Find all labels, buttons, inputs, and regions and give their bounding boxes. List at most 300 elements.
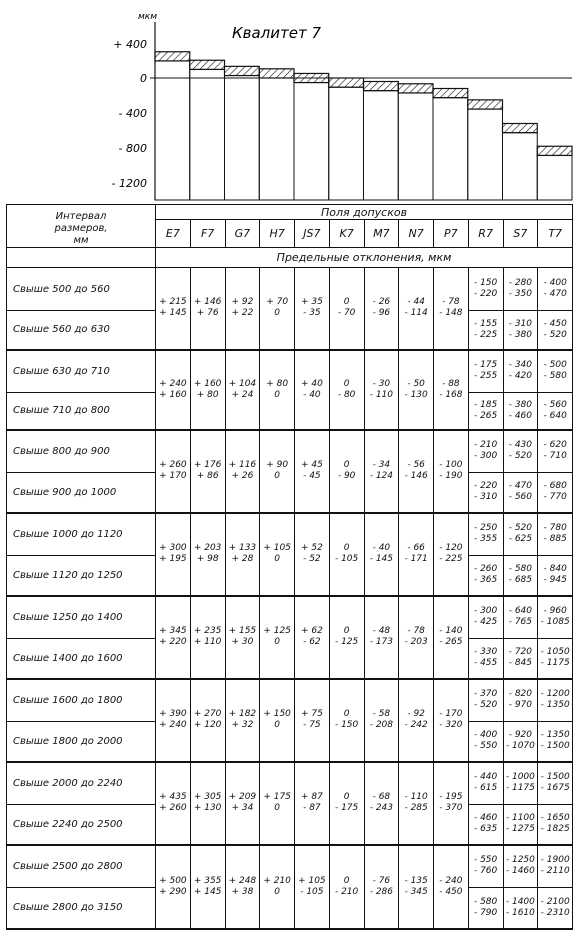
deviation-cell [295, 679, 330, 762]
deviation-value: + 300 [159, 543, 187, 553]
deviation-value: - 155 [473, 318, 498, 329]
deviation-cell [225, 513, 260, 596]
deviation-value: - 1350 [540, 700, 570, 711]
deviation-cell [225, 430, 260, 513]
deviation-value: - 760 [473, 866, 498, 877]
deviation-value: + 125 [263, 626, 291, 636]
deviation-value: - 470 [543, 289, 567, 299]
deviation-value: - 1200 [540, 689, 570, 700]
column-header-k7: K7 [329, 220, 364, 248]
deviation-value: 0 [343, 626, 350, 636]
deviation-value: - 185 [473, 399, 498, 410]
deviation-cell [295, 513, 330, 596]
deviation-cell [156, 350, 191, 430]
deviation-value: - 550 [473, 741, 498, 752]
deviation-cell [434, 350, 469, 430]
deviation-cell [225, 350, 260, 430]
deviation-cell [156, 679, 191, 762]
deviation-value: + 240 [159, 378, 187, 389]
deviation-cell [364, 430, 399, 513]
deviation-value: - 105 [300, 886, 324, 897]
deviation-value: - 66 [407, 543, 425, 553]
tolerance-bars [155, 52, 572, 200]
deviation-value: - 286 [369, 886, 394, 897]
tolerance-zone-p7 [433, 89, 468, 98]
deviation-value: - 310 [473, 492, 498, 503]
deviation-value: - 125 [334, 637, 359, 647]
deviation-cell [156, 596, 191, 679]
interval-cell: Свыше 1600 до 1800 [7, 679, 156, 722]
deviation-value: + 435 [159, 792, 187, 802]
deviation-value: - 790 [473, 907, 498, 918]
deviation-value: - 26 [372, 297, 391, 308]
deviation-value: + 155 [228, 626, 257, 636]
interval-cell: Свыше 2000 до 2240 [7, 762, 156, 805]
deviation-value: - 350 [508, 289, 533, 299]
tolerance-zone-n7 [398, 84, 433, 93]
deviation-cell [260, 268, 295, 350]
deviation-cell [538, 473, 573, 513]
deviation-value: + 76 [196, 308, 219, 319]
deviation-value: + 98 [196, 554, 219, 564]
deviation-value: + 215 [159, 297, 187, 308]
interval-cell: Свыше 1000 до 1120 [7, 513, 156, 556]
deviation-cell [468, 430, 503, 473]
deviation-value: + 195 [159, 554, 187, 564]
deviation-cell [295, 350, 330, 430]
deviation-cell [468, 350, 503, 393]
deviation-cell [538, 556, 573, 596]
deviation-value: - 960 [543, 606, 567, 617]
deviation-cell [503, 762, 538, 805]
interval-cell: Свыше 2240 до 2500 [7, 805, 156, 845]
deviation-cell [295, 268, 330, 350]
deviation-cell [190, 350, 225, 430]
deviation-cell [503, 473, 538, 513]
deviation-value: + 210 [263, 875, 291, 886]
deviation-value: - 370 [439, 803, 463, 813]
deviation-cell [468, 393, 503, 430]
deviation-value: - 1650 [540, 813, 570, 824]
bar-column [190, 69, 225, 200]
deviation-cell [503, 805, 538, 845]
deviation-cell [295, 430, 330, 513]
deviation-cell [538, 596, 573, 639]
deviation-value: - 470 [508, 481, 533, 492]
deviation-value: - 300 [473, 451, 498, 462]
deviation-value: 0 [343, 460, 350, 470]
deviation-value: - 425 [473, 617, 498, 628]
deviation-value: - 770 [543, 492, 567, 503]
deviation-value: 0 [274, 886, 280, 897]
deviation-value: 0 [274, 471, 280, 481]
deviation-value: - 560 [543, 399, 567, 410]
deviation-value: - 685 [508, 575, 533, 586]
deviation-value: - 208 [369, 720, 394, 730]
deviation-value: - 845 [508, 658, 533, 669]
deviation-cell [538, 679, 573, 722]
deviation-cell [364, 679, 399, 762]
deviation-cell [260, 679, 295, 762]
deviation-value: - 710 [543, 451, 567, 462]
deviation-cell [503, 430, 538, 473]
deviation-value: - 110 [404, 792, 428, 802]
deviation-cell [295, 762, 330, 845]
interval-cell: Свыше 1400 до 1600 [7, 639, 156, 679]
deviation-value: + 133 [228, 543, 257, 553]
deviation-cell [399, 596, 434, 679]
deviation-value: - 635 [473, 824, 498, 835]
deviation-value: + 220 [159, 637, 187, 647]
deviation-value: - 190 [439, 471, 463, 481]
deviation-value: - 175 [473, 360, 498, 371]
deviation-cell [364, 845, 399, 929]
deviation-value: - 780 [543, 523, 567, 534]
deviation-value: - 45 [303, 471, 321, 481]
table-row [7, 596, 573, 639]
deviation-value: - 225 [473, 329, 498, 340]
tolerance-zone-k7 [329, 78, 364, 87]
deviation-value: - 140 [439, 626, 463, 636]
deviation-value: - 220 [473, 289, 498, 299]
deviation-cell [225, 679, 260, 762]
deviation-cell [225, 845, 260, 929]
deviation-cell [260, 762, 295, 845]
y-tick-label: - 400 [118, 107, 147, 120]
deviation-value: - 203 [404, 637, 428, 647]
deviation-cell [156, 268, 191, 350]
bar-column [259, 78, 294, 200]
deviation-value: - 330 [473, 647, 498, 658]
deviation-cell [190, 762, 225, 845]
tolerance-zone-m7 [364, 82, 399, 91]
column-header-f7: F7 [190, 220, 225, 248]
deviation-value: - 2100 [540, 896, 570, 907]
deviation-cell [399, 268, 434, 350]
tolerance-zone-g7 [225, 66, 260, 75]
deviation-value: + 160 [159, 389, 187, 400]
deviation-value: + 80 [266, 378, 289, 389]
deviation-cell [260, 350, 295, 430]
deviation-value: - 310 [508, 318, 533, 329]
table-row [7, 679, 573, 722]
deviation-value: - 885 [543, 534, 567, 545]
deviation-value: - 1500 [540, 772, 570, 783]
deviation-value: + 390 [159, 709, 187, 719]
interval-cell: Свыше 560 до 630 [7, 311, 156, 350]
deviation-value: + 146 [193, 297, 222, 308]
deviation-value: + 35 [300, 297, 323, 308]
deviation-value: - 680 [543, 481, 567, 492]
deviation-value: - 255 [473, 371, 498, 382]
deviation-value: - 420 [508, 371, 533, 382]
deviation-value: - 345 [404, 886, 428, 897]
deviation-cell [399, 845, 434, 929]
deviation-cell [538, 513, 573, 556]
deviation-value: - 80 [337, 389, 356, 400]
deviation-cell [538, 268, 573, 311]
deviation-cell [468, 722, 503, 762]
table-row [7, 513, 573, 556]
deviation-value: + 28 [231, 554, 254, 564]
deviation-value: - 240 [439, 875, 463, 886]
deviation-value: - 173 [369, 637, 394, 647]
deviation-cell [190, 845, 225, 929]
deviation-value: - 243 [369, 803, 394, 813]
deviation-cell [190, 596, 225, 679]
deviation-cell [295, 845, 330, 929]
deviation-cell [503, 888, 538, 929]
deviation-value: - 1610 [505, 907, 535, 918]
deviation-value: - 1500 [540, 741, 570, 752]
deviation-value: - 1460 [505, 866, 535, 877]
y-tick-label: + 400 [113, 38, 147, 51]
deviation-value: + 500 [159, 875, 187, 886]
deviation-cell [503, 350, 538, 393]
deviation-value: - 87 [303, 803, 321, 813]
deviation-cell [503, 679, 538, 722]
deviation-cell [399, 513, 434, 596]
deviation-cell [329, 350, 364, 430]
interval-header-line: Интервал [55, 211, 107, 222]
deviation-cell [538, 350, 573, 393]
deviation-cell [538, 805, 573, 845]
deviation-value: - 1100 [505, 813, 535, 824]
deviation-cell [225, 762, 260, 845]
deviation-cell [225, 268, 260, 350]
deviation-cell [538, 722, 573, 762]
deviation-cell [260, 596, 295, 679]
deviation-value: - 1825 [540, 824, 570, 835]
deviation-cell [434, 596, 469, 679]
deviation-value: - 242 [404, 720, 428, 730]
bar-column [398, 93, 433, 200]
deviation-cell [468, 639, 503, 679]
deviation-cell [190, 268, 225, 350]
deviation-value: 0 [274, 803, 280, 813]
deviation-value: + 355 [193, 875, 222, 886]
deviation-cell [295, 596, 330, 679]
deviation-value: - 56 [407, 460, 425, 470]
deviation-value: + 62 [300, 626, 323, 636]
deviation-cell [538, 430, 573, 473]
deviation-value: - 365 [473, 575, 498, 586]
bar-column [225, 76, 260, 200]
deviation-value: - 640 [543, 410, 567, 421]
deviation-value: + 110 [193, 637, 222, 647]
deviation-cell [364, 596, 399, 679]
deviation-value: - 920 [508, 730, 533, 741]
deviation-value: - 620 [543, 440, 567, 451]
deviation-value: + 87 [300, 792, 323, 802]
deviation-value: + 86 [196, 471, 219, 481]
deviation-value: + 105 [298, 875, 326, 886]
tolerance-zone-t7 [537, 146, 572, 155]
deviations-header: Предельные отклонения, мкм [156, 248, 573, 268]
column-header-e7: E7 [156, 220, 191, 248]
deviation-value: - 340 [508, 360, 533, 371]
deviation-cell [329, 268, 364, 350]
deviation-value: + 260 [159, 803, 187, 813]
deviation-value: - 280 [508, 278, 533, 288]
deviation-cell [364, 513, 399, 596]
deviation-cell [538, 845, 573, 888]
deviation-value: 0 [343, 709, 350, 719]
deviation-cell [434, 762, 469, 845]
deviation-value: - 625 [508, 534, 533, 545]
deviation-cell [503, 639, 538, 679]
deviation-value: 0 [274, 637, 280, 647]
deviation-cell [434, 679, 469, 762]
deviation-value: + 120 [193, 720, 222, 730]
deviation-cell [156, 513, 191, 596]
deviation-value: - 225 [439, 554, 463, 564]
unit-label: мкм [138, 12, 158, 22]
deviation-value: + 80 [196, 389, 219, 400]
deviation-value: - 1900 [540, 855, 570, 866]
deviation-value: - 44 [407, 297, 425, 308]
deviation-value: - 320 [439, 720, 463, 730]
deviation-cell [329, 845, 364, 929]
deviation-cell [503, 556, 538, 596]
tolerance-zone-r7 [468, 100, 503, 109]
bar-column [537, 155, 572, 200]
deviation-cell [329, 596, 364, 679]
deviation-cell [399, 679, 434, 762]
deviation-cell [190, 513, 225, 596]
deviation-value: + 170 [159, 471, 187, 481]
table-row [7, 350, 573, 393]
column-header-js7: JS7 [295, 220, 330, 248]
deviation-value: - 355 [473, 534, 498, 545]
bar-column [433, 98, 468, 200]
deviation-value: - 460 [508, 410, 533, 421]
deviation-cell [434, 430, 469, 513]
deviation-cell [468, 888, 503, 929]
deviation-value: - 30 [372, 378, 391, 389]
deviation-value: - 400 [473, 730, 498, 741]
interval-cell: Свыше 800 до 900 [7, 430, 156, 473]
deviation-value: - 520 [508, 523, 533, 534]
deviation-value: - 135 [404, 875, 428, 886]
bar-column [364, 91, 399, 200]
deviation-value: - 92 [407, 709, 425, 719]
interval-cell: Свыше 710 до 800 [7, 393, 156, 430]
deviation-value: - 520 [508, 451, 533, 462]
deviation-value: - 580 [543, 371, 567, 382]
deviation-cell [190, 679, 225, 762]
tolerance-zone-s7 [503, 124, 538, 133]
deviation-cell [538, 311, 573, 350]
deviation-value: - 460 [473, 813, 498, 824]
deviation-cell [329, 430, 364, 513]
deviation-value: - 300 [473, 606, 498, 617]
deviation-cell [260, 845, 295, 929]
deviation-value: - 78 [442, 297, 460, 308]
deviation-cell [434, 268, 469, 350]
deviation-value: - 175 [334, 803, 359, 813]
deviation-value: + 30 [231, 637, 254, 647]
deviation-value: - 75 [303, 720, 321, 730]
deviation-value: 0 [343, 543, 350, 553]
deviation-cell [399, 430, 434, 513]
bar-column [329, 87, 364, 200]
deviation-value: + 26 [231, 471, 254, 481]
deviation-value: - 1050 [540, 647, 570, 658]
deviation-value: - 2110 [540, 866, 570, 877]
deviation-value: - 250 [473, 523, 498, 534]
deviation-cell [468, 679, 503, 722]
deviation-value: + 45 [300, 460, 323, 470]
deviation-cell [538, 393, 573, 430]
deviation-value: - 171 [404, 554, 428, 564]
deviation-value: - 720 [508, 647, 533, 658]
column-header-h7: H7 [260, 220, 295, 248]
table-row [7, 762, 573, 805]
deviation-cell [364, 268, 399, 350]
column-header-t7: T7 [538, 220, 573, 248]
deviation-value: - 380 [508, 329, 533, 340]
table-row [7, 268, 573, 311]
deviation-cell [329, 679, 364, 762]
deviation-value: + 209 [228, 792, 257, 802]
deviation-value: - 430 [508, 440, 533, 451]
deviation-value: + 34 [231, 803, 254, 813]
deviation-value: - 450 [543, 318, 567, 329]
deviation-value: + 70 [266, 297, 289, 308]
deviation-value: - 1175 [505, 783, 535, 794]
deviation-value: - 62 [303, 637, 321, 647]
deviation-value: - 130 [404, 389, 428, 400]
deviation-value: - 150 [334, 720, 359, 730]
y-tick-label: 0 [140, 72, 147, 85]
deviation-value: + 104 [228, 378, 257, 389]
interval-cell: Свыше 1120 до 1250 [7, 556, 156, 596]
deviation-value: - 110 [369, 389, 394, 400]
deviation-cell [329, 513, 364, 596]
deviation-value: + 240 [159, 720, 187, 730]
tolerance-zone-f7 [190, 60, 225, 69]
deviation-cell [503, 845, 538, 888]
deviation-cell [364, 762, 399, 845]
deviation-value: - 400 [543, 278, 567, 288]
deviation-value: + 145 [159, 308, 187, 319]
deviation-cell [468, 556, 503, 596]
interval-cell: Свыше 1800 до 2000 [7, 722, 156, 762]
deviation-value: - 1350 [540, 730, 570, 741]
deviation-cell [364, 350, 399, 430]
deviation-value: - 68 [372, 792, 391, 802]
deviation-value: - 1070 [505, 741, 535, 752]
deviation-value: - 50 [407, 378, 425, 389]
deviation-cell [538, 639, 573, 679]
interval-cell: Свыше 1250 до 1400 [7, 596, 156, 639]
deviation-value: + 52 [300, 543, 323, 553]
deviation-value: - 34 [372, 460, 391, 470]
deviation-value: - 840 [543, 564, 567, 575]
deviation-value: - 220 [473, 481, 498, 492]
deviation-value: - 550 [473, 855, 498, 866]
deviation-value: - 970 [508, 700, 533, 711]
deviation-value: 0 [343, 792, 350, 802]
interval-cell: Свыше 2500 до 2800 [7, 845, 156, 888]
interval-header-line: размеров, [54, 223, 108, 234]
deviation-cell [503, 596, 538, 639]
deviation-value: - 615 [473, 783, 498, 794]
bar-column [503, 133, 538, 200]
deviation-value: - 1085 [540, 617, 570, 628]
interval-cell: Свыше 500 до 560 [7, 268, 156, 311]
